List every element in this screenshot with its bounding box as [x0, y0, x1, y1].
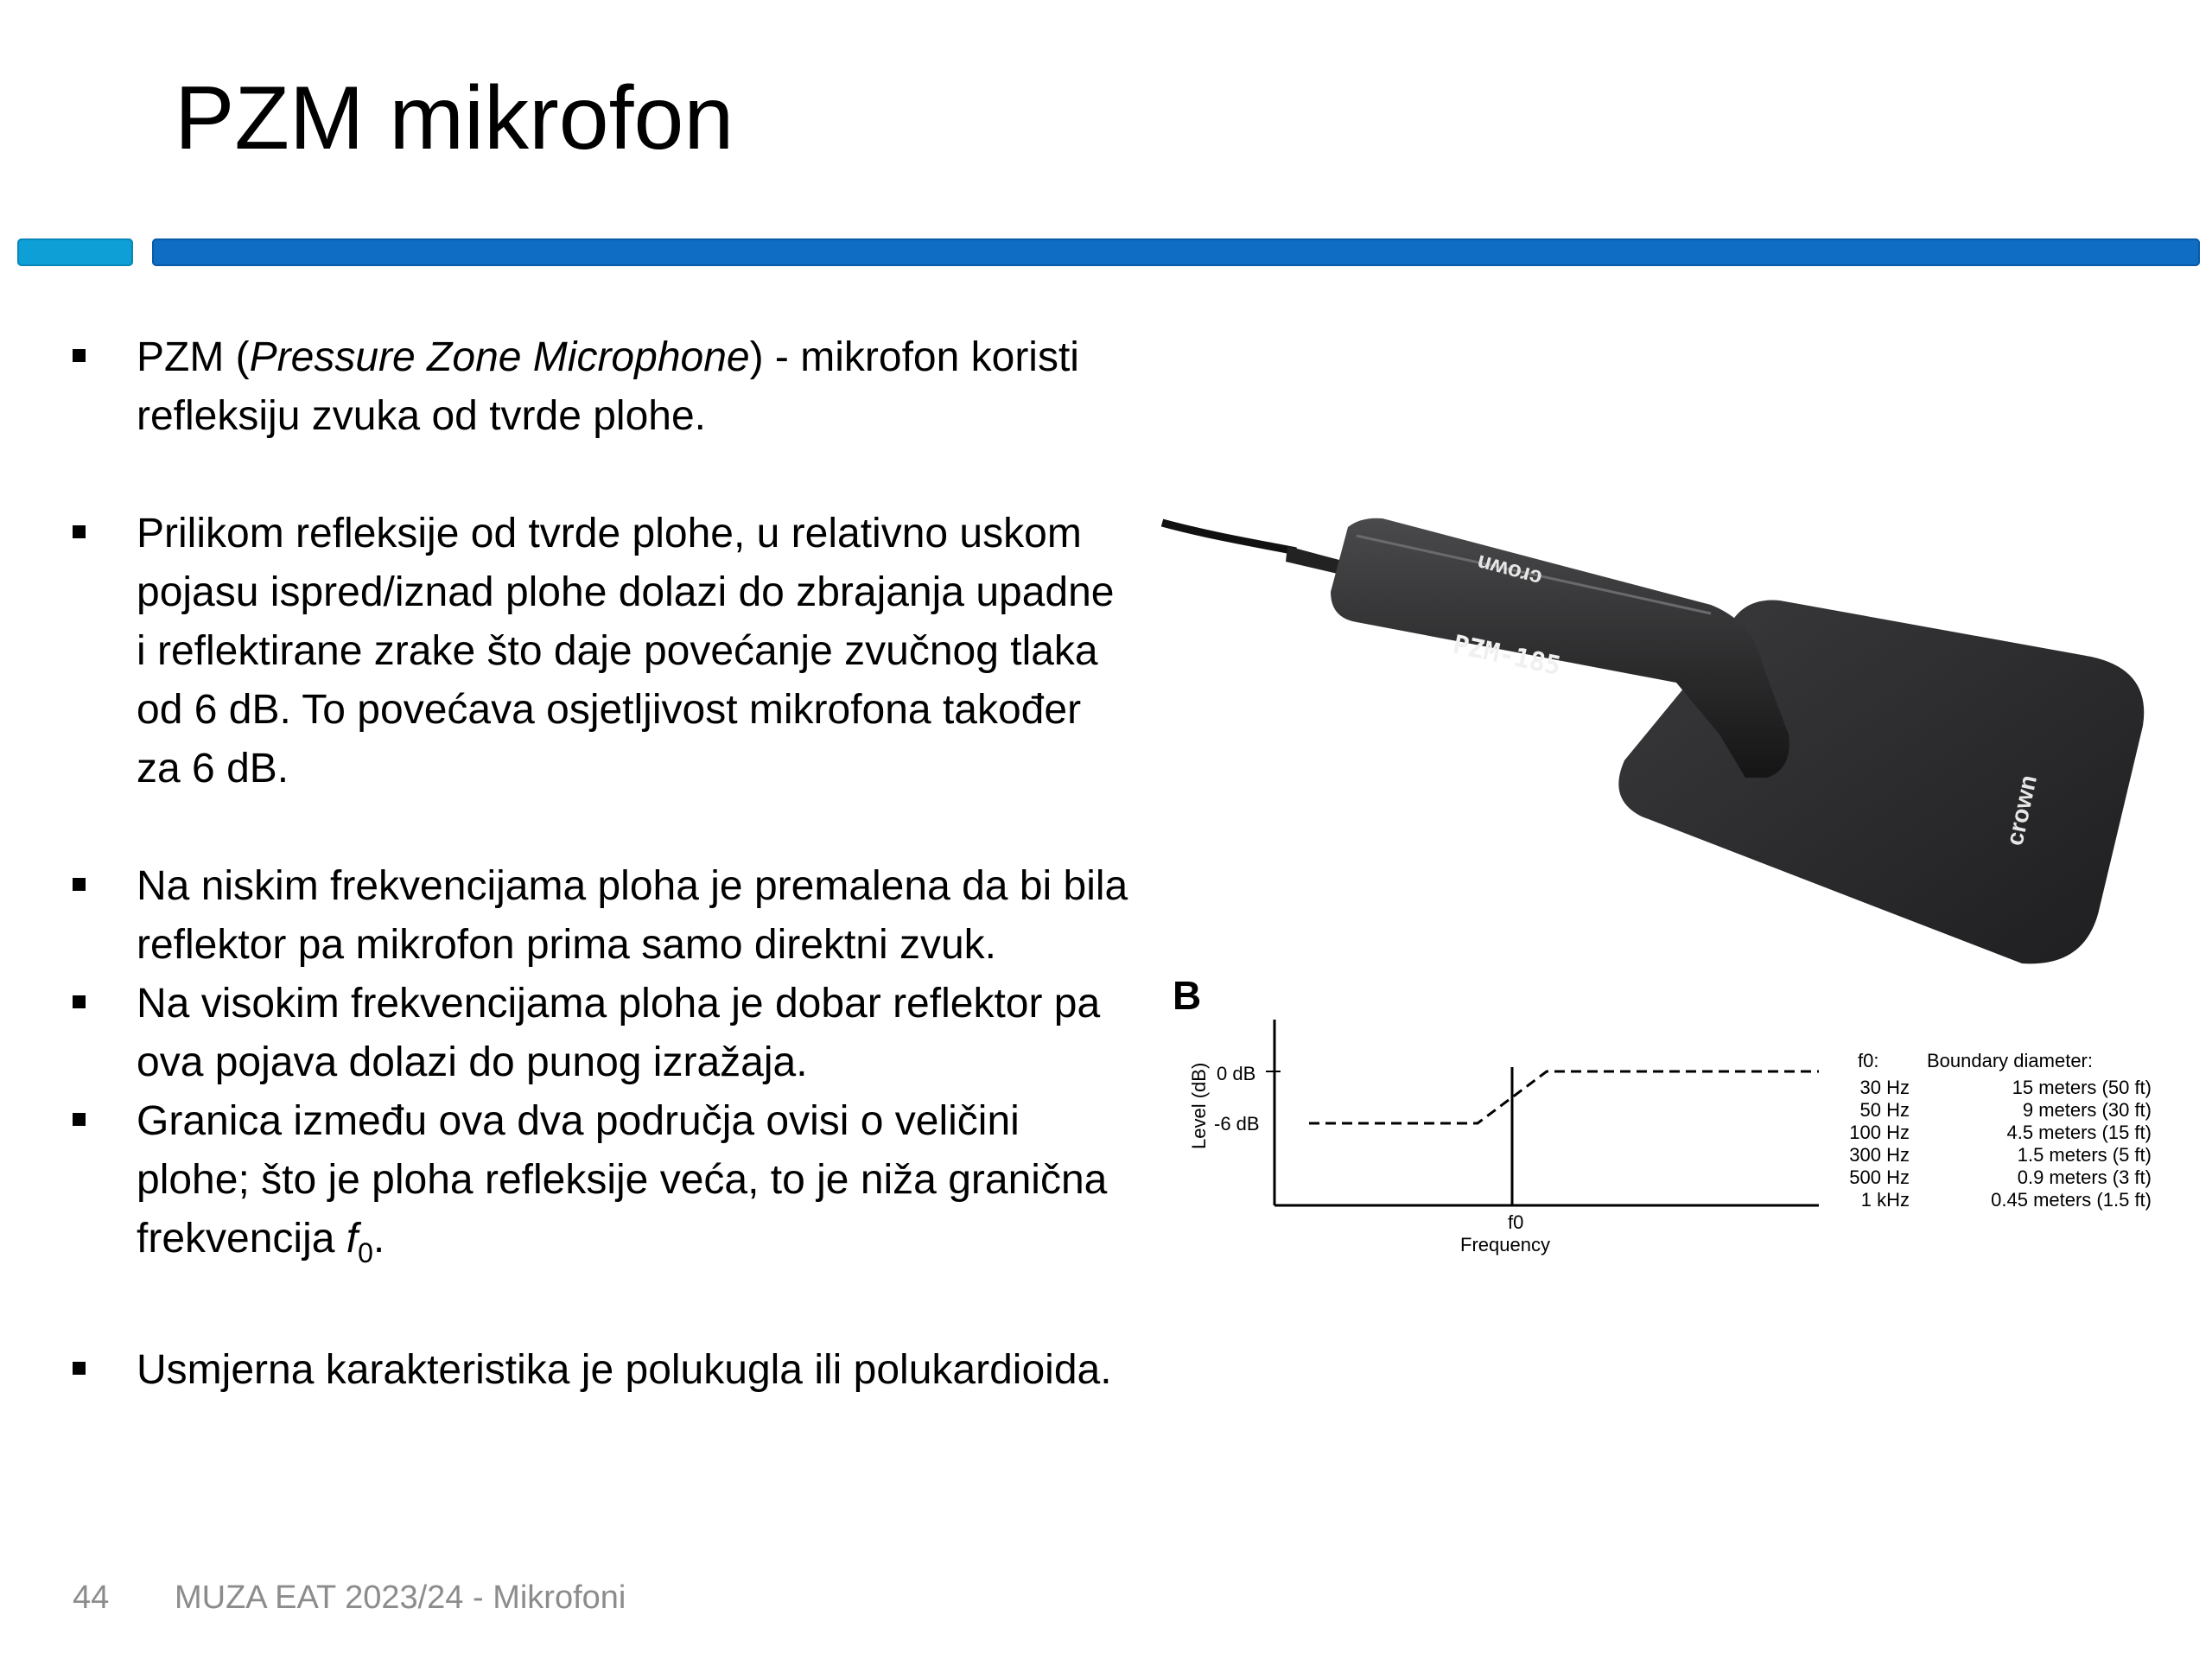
bullet-square-icon [73, 878, 86, 891]
frequency-response-graph [1158, 976, 2160, 1270]
table-row-frequency: 30 Hz [1859, 1077, 1910, 1098]
table-row-frequency: 1 kHz [1860, 1189, 1910, 1211]
bullet-item [67, 328, 1130, 446]
response-curve [1309, 1071, 1819, 1123]
bullet-item [67, 975, 1130, 1092]
bullet-item [67, 1341, 1130, 1400]
plate-brand-logo: crown [2000, 772, 2043, 849]
table-row-diameter: 9 meters (30 ft) [2022, 1099, 2152, 1121]
bullet-square-icon [73, 349, 86, 362]
bullet-text-italic: Pressure Zone Microphone [249, 334, 750, 380]
bullet-text: Granica između ova dva područja ovisi o veličini plohe; što je ploha refleksije veća, to je niža granična frekvencija [137, 1098, 1108, 1262]
cable [1162, 523, 1296, 551]
panel-label: B [1173, 976, 1202, 1018]
bullet-square-icon [73, 1113, 86, 1126]
bullet-text-pre: PZM ( [137, 334, 250, 380]
page-number: 44 [73, 1580, 110, 1616]
bullet-square-icon [73, 995, 86, 1008]
tick-0db: 0 dB [1217, 1063, 1256, 1084]
boundary-table [1849, 1077, 2152, 1211]
bullet-list [67, 328, 1130, 1400]
bullet-text: Na visokim frekvencijama ploha je dobar reflektor pa ova pojava dolazi do punog izražaja. [137, 981, 1101, 1085]
title-divider-bar [152, 238, 2200, 266]
bullet-text: Prilikom refleksije od tvrde plohe, u relativno uskom pojasu ispred/iznad plohe dolazi do zbrajanja upadne i reflektirane zrake što daje povećanje zvučnog tlaka od 6 dB. To povećava osjetljivost mikrofona također za 6 dB. [137, 511, 1115, 791]
table-header-f0: f0: [1858, 1050, 1879, 1071]
table-row-frequency: 100 Hz [1849, 1122, 1910, 1143]
y-axis-label: Level (dB) [1188, 1062, 1210, 1149]
table-row-frequency: 50 Hz [1859, 1099, 1910, 1121]
bullet-text-post: ) - mikrofon koristi refleksiju zvuka od tvrde plohe. [137, 334, 1079, 439]
x-axis-label: Frequency [1460, 1234, 1550, 1255]
tick-minus-6db: -6 dB [1214, 1113, 1260, 1135]
bullet-item [67, 857, 1130, 975]
bullet-square-icon [73, 525, 86, 538]
x-tick-f0: f0 [1508, 1211, 1524, 1233]
footer-text: MUZA EAT 2023/24 - Mikrofoni [175, 1580, 626, 1616]
table-header-diameter: Boundary diameter: [1927, 1050, 2093, 1071]
bullet-item [67, 505, 1130, 798]
pzm-microphone-image [1158, 484, 2160, 985]
table-row-frequency: 500 Hz [1849, 1166, 1910, 1188]
bullet-text: Usmjerna karakteristika je polukugla ili polukardioida. [137, 1347, 1112, 1393]
bullet-item [67, 1092, 1130, 1282]
table-row-diameter: 0.45 meters (1.5 ft) [1991, 1189, 2152, 1211]
table-row-diameter: 0.9 meters (3 ft) [2017, 1166, 2152, 1188]
slide-title: PZM mikrofon [175, 68, 734, 168]
bullet-square-icon [73, 1362, 86, 1375]
f0-subscript: 0 [358, 1237, 373, 1268]
bullet-text: Na niskim frekvencijama ploha je premalena da bi bila reflektor pa mikrofon prima samo direktni zvuk. [137, 863, 1128, 968]
mic-brand-logo: crown [1473, 550, 1545, 593]
table-row-diameter: 15 meters (50 ft) [2012, 1077, 2152, 1098]
f0-variable: f [346, 1216, 359, 1262]
table-row-diameter: 4.5 meters (15 ft) [2006, 1122, 2152, 1143]
bullet-text-end: . [372, 1216, 385, 1262]
title-accent-bar [17, 238, 133, 266]
cable-connector [1286, 546, 1339, 574]
table-row-frequency: 300 Hz [1849, 1144, 1910, 1166]
mic-model-label: PZM-185 [1450, 629, 1564, 683]
table-row-diameter: 1.5 meters (5 ft) [2017, 1144, 2152, 1166]
